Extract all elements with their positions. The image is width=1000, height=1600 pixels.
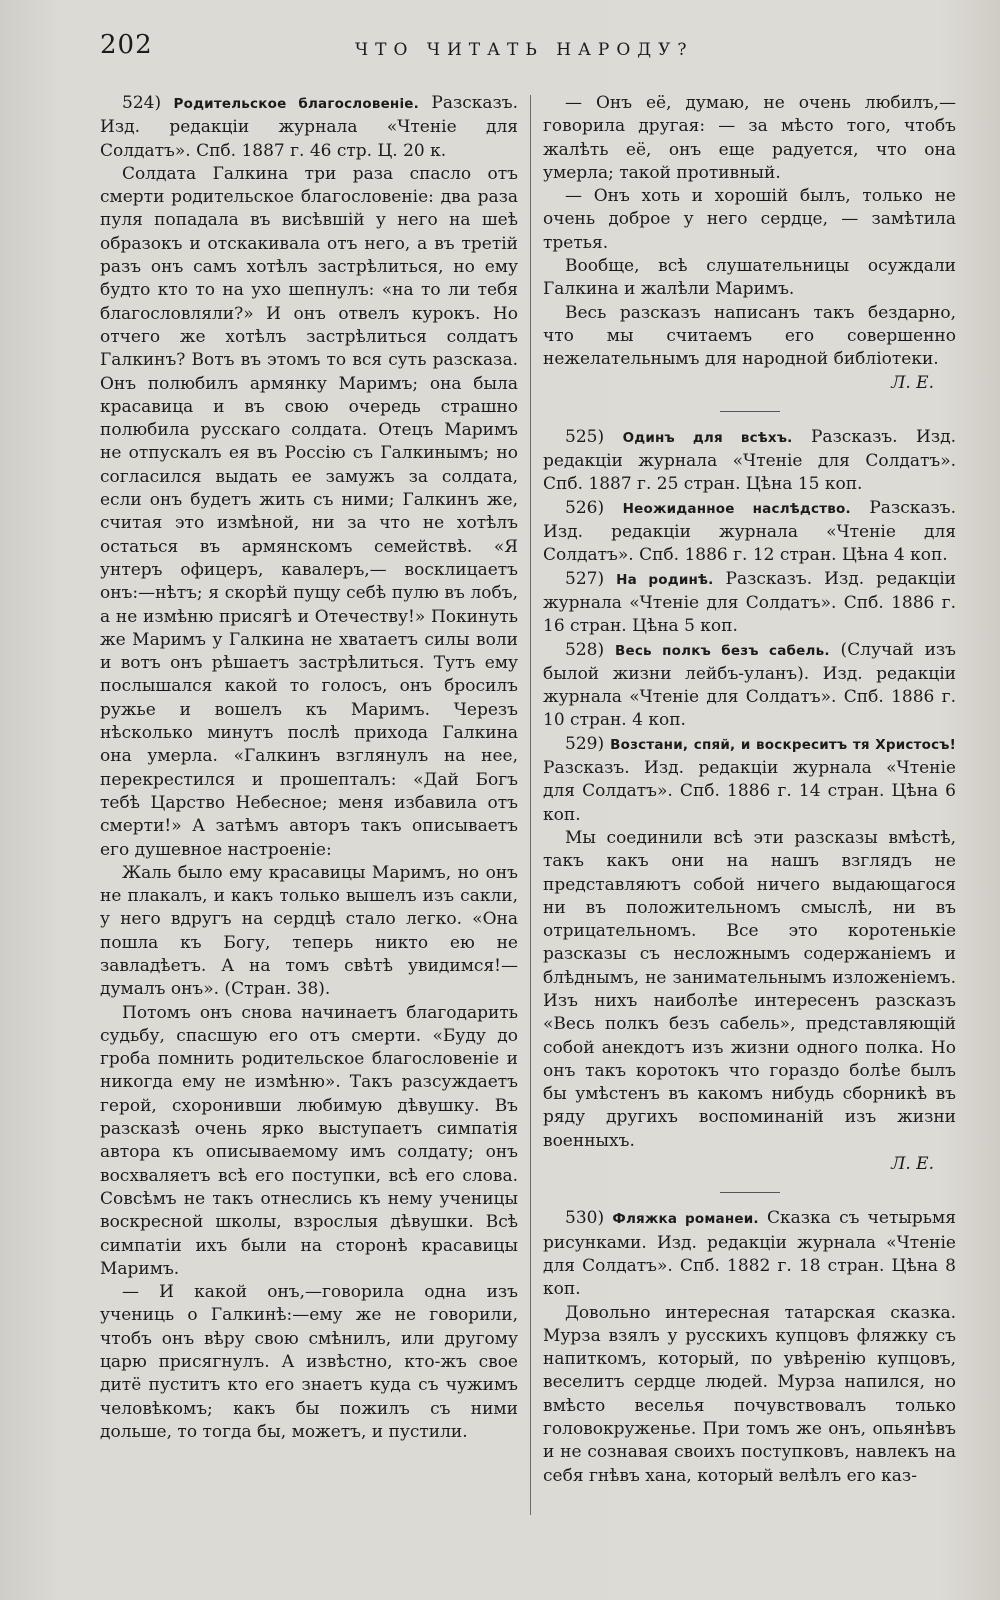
page-number: 202 xyxy=(100,30,153,60)
entry-529-details: Разсказъ. Изд. редакціи журнала «Чтеніе для Солдатъ». Спб. 1886 г. 14 стран. Цѣна 6 коп. xyxy=(543,758,956,825)
entry-525-details: Разсказъ. Изд. редакціи журнала «Чтеніе для Солдатъ». Спб. 1887 г. 25 стран. Цѣна 15 коп. xyxy=(543,426,956,495)
entry-525-title: Одинъ для всѣхъ. xyxy=(622,429,793,446)
review-paragraph: Довольно интересная татарская сказка. Мурза взялъ у русскихъ купцовъ фляжку съ напиткомъ, который, по увѣренію купцовъ, веселитъ сердце людей. Мурза напился, но вмѣсто веселья почувствовалъ только головокруженье. При томъ же онъ, опьянѣвъ и не сознавая своихъ поступковъ, навлекъ на себя гнѣвъ хана, который велѣлъ его каз- xyxy=(543,1302,956,1486)
review-paragraph: Вообще, всѣ слушательницы осуждали Галкина и жалѣли Маримъ. xyxy=(543,256,956,300)
entry-525-number: 525) xyxy=(565,426,605,447)
entry-529-number: 529) xyxy=(565,733,605,754)
entry-527-number: 527) xyxy=(565,568,605,589)
entry-524-title: Родительское благословеніе. xyxy=(173,96,419,112)
entry-528-number: 528) xyxy=(565,639,605,660)
review-paragraph: Потомъ онъ снова начинаетъ благодарить судьбу, спасшую его отъ смерти. «Буду до гроба помнить родительское благословеніе и никогда ему не измѣню». Такъ разсуждаетъ герой, схоронивши любимую дѣвушку. Въ разсказѣ очень ярко выступаетъ симпатія автора къ описываемому имъ солдату; онъ восхваляетъ всѣ его поступки, всѣ его слова. Совсѣмъ не такъ отнеслись къ нему ученицы воскресной школы, взрослыя дѣвушки. Всѣ симпатіи ихъ были на сторонѣ красавицы Маримъ. xyxy=(100,1002,518,1279)
right-column xyxy=(543,92,956,1488)
entry-527-details: Разсказъ. Изд. редакціи журнала «Чтеніе для Солдатъ». Спб. 1886 г. 16 стран. Цѣна 5 коп. xyxy=(543,568,956,637)
review-paragraph: Солдата Галкина три раза спасло отъ смерти родительское благословеніе: два раза пуля попадала въ висѣвшій у него на шеѣ образокъ и отскакивала отъ него, а въ третій разъ онъ самъ хотѣлъ застрѣлиться, но ему будто кто то на ухо шепнулъ: «на то ли тебя благословляли?» И онъ отвелъ курокъ. Но отчего же хотѣлъ застрѣлиться солдатъ Галкинъ? Вотъ въ этомъ то вся суть разсказа. Онъ полюбилъ армянку Маримъ; она была красавица и въ свою очередь страшно полюбила русскаго солдата. Отецъ Маримъ не отпускалъ ея въ Россію съ Галкинымъ; но согласился выдать ее замужъ за солдата, если онъ будетъ жить съ ними; Галкинъ же, считая это измѣной, ни за что не хотѣлъ остаться въ армянскомъ семействѣ. «Я унтеръ офицеръ, кавалеръ,— восклицаетъ онъ:—нѣтъ; я скорѣй пущу себѣ пулю въ лобъ, а не измѣню присягѣ и Отечеству!» Покинуть же Маримъ у Галкина не хватаетъ силы воли и вотъ онъ рѣшаетъ застрѣлиться. Тутъ ему послышался какой то голосъ, онъ бросилъ ружье и вошелъ къ Маримъ. Черезъ нѣсколько минутъ послѣ прихода Галкина она умерла. «Галкинъ взглянулъ на нее, перекрестился и прошепталъ: «Дай Богъ тебѣ Царство Небесное; меня избавила отъ смерти!» А затѣмъ авторъ такъ описываетъ его душевное настроеніе: xyxy=(100,163,518,860)
entry-524-number: 524) xyxy=(122,93,162,113)
review-paragraph: — Онъ её, думаю, не очень любилъ,—говорила другая: — за мѣсто того, чтобъ жалѣть её, онъ еще радуется, что она умерла; такой противный. xyxy=(543,93,956,183)
page-header xyxy=(100,30,960,70)
entry-529-title: Возстани, спяй, и воскреситъ тя Христосъ! xyxy=(610,736,956,753)
entry-524-details: Разсказъ. Изд. редакціи журнала «Чтеніе для Солдатъ». Спб. 1887 г. 46 стр. Ц. 20 к. xyxy=(100,93,518,161)
entry-526-number: 526) xyxy=(565,497,605,518)
quoted-passage: Жаль было ему красавицы Маримъ, но онъ не плакалъ, и какъ только вышелъ изъ сакли, у него вдругъ на сердцѣ стало легко. «Она пошла къ Богу, теперь никто ею не завладѣетъ. А на томъ свѣтѣ увидимся!— думалъ онъ». (Стран. 38). xyxy=(100,862,518,1000)
review-paragraph: — И какой онъ,—говорила одна изъ учениць о Галкинѣ:—ему же не говорили, чтобъ онъ вѣру свою смѣнилъ, или другому царю присягнулъ. А извѣстно, кто-жъ свое дитё пуститъ кто его знаетъ куда съ чужимъ человѣкомъ; какъ бы пожилъ съ ними дольше, то тогда бы, можетъ, и пустили. xyxy=(100,1282,518,1442)
review-paragraph: Весь разсказъ написанъ такъ бездарно, что мы считаемъ его совершенно нежелательнымъ для народной библіотеки. xyxy=(543,302,956,370)
entry-527 xyxy=(543,568,956,639)
entry-527-title: На родинѣ. xyxy=(616,571,714,588)
entry-530-number: 530) xyxy=(565,1208,605,1229)
entry-526-details: Разсказъ. Изд. редакціи журнала «Чтеніе для Солдатъ». Спб. 1886 г. 12 стран. Цѣна 4 коп. xyxy=(543,497,956,566)
reviewer-signature: Л. Е. xyxy=(891,1154,934,1175)
entry-524 xyxy=(100,92,518,163)
left-column xyxy=(100,92,518,1444)
section-separator xyxy=(720,1192,780,1193)
column-divider xyxy=(530,95,531,1515)
entry-529 xyxy=(543,733,956,827)
entry-528-details: (Случай изъ былой жизни лейбъ-уланъ). Изд. редакціи журнала «Чтеніе для Солдатъ». Спб. 1886 г. 10 стран. 4 коп. xyxy=(543,639,956,731)
entry-528-title: Весь полкъ безъ сабель. xyxy=(614,642,830,659)
entry-528 xyxy=(543,639,956,733)
review-paragraph: — Онъ хоть и хорошій былъ, только не очень доброе у него сердце, — замѣтила третья. xyxy=(543,186,956,253)
section-separator xyxy=(720,411,780,412)
reviewer-signature: Л. Е. xyxy=(891,372,934,393)
entry-526 xyxy=(543,497,956,568)
entry-530-details: Сказка съ четырьмя рисунками. Изд. редакціи журнала «Чтеніе для Солдатъ». Спб. 1882 г. 18 стран. Цѣна 8 коп. xyxy=(543,1208,957,1300)
entry-530 xyxy=(543,1207,956,1301)
entry-526-title: Неожиданное наслѣдство. xyxy=(622,500,851,517)
entry-525 xyxy=(543,426,956,497)
running-title: ЧТО ЧИТАТЬ НАРОДУ? xyxy=(355,40,694,60)
entry-530-title: Фляжка романеи. xyxy=(612,1211,759,1228)
review-paragraph: Мы соединили всѣ эти разсказы вмѣстѣ, такъ какъ они на нашъ взглядъ не представляютъ собой ничего выдающагося ни въ положительномъ смыслѣ, ни въ отрицательномъ. Все это коротенькіе разсказы съ несложнымъ содержаніемъ и блѣднымъ, не занимательнымъ изложеніемъ. Изъ нихъ наиболѣе интересенъ разсказъ «Весь полкъ безъ сабель», представляющій собой анекдотъ изъ жизни одного полка. Но онъ такъ коротокъ что гораздо болѣе былъ бы умѣстенъ въ какомъ нибудь сборникѣ въ ряду другихъ воспоминаній изъ жизни военныхъ. xyxy=(543,827,956,1151)
